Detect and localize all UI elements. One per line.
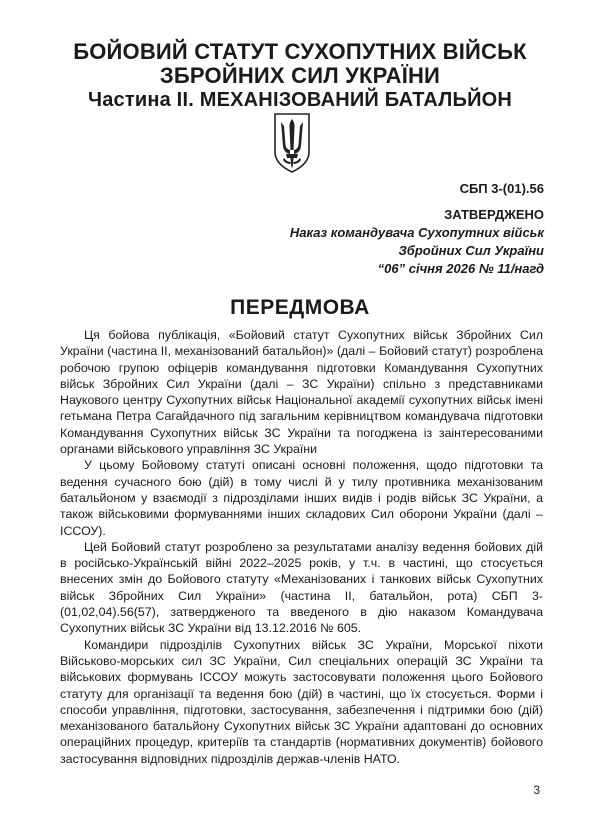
approval-heading: ЗАТВЕРДЖЕНО	[444, 207, 544, 222]
title-line-1: БОЙОВИЙ СТАТУТ СУХОПУТНИХ ВІЙСЬК	[73, 39, 527, 64]
approval-block	[290, 206, 544, 278]
approval-line-2: Збройних Сил України	[398, 243, 544, 258]
paragraph: Ця бойова публікація, «Бойовий статут Сухопутних військ Збройних Сил України (частина ІІ, механізований батальйон)» (далі – Бойовий статут) розроблена робочою групою офіцерів командування підготовки Командування Сухопутних військ Збройних Сил України (далі – ЗС України) спільно з представниками Наукового центру Сухопутних військ Національної академії сухопутних військ імені гетьмана Петра Сагайдачного під загальним керівництвом командувача підготовки Командування Сухопутних військ ЗС України та погоджена із заінтересованими органами військового управління ЗС України	[60, 328, 543, 457]
approval-line-1: Наказ командувача Сухопутних військ	[289, 225, 544, 240]
document-code: СБП 3-(01).56	[459, 181, 544, 196]
section-title: ПЕРЕДМОВА	[230, 296, 370, 319]
paragraph: У цьому Бойовому статуті описані основні положення, щодо підготовки та ведення сучасного бою (дій) в тому числі й у тилу противника механізованим батальйоном у взаємодії з підрозділами інших видів і родів військ ЗС України, а також військовими формуваннями інших складових Сил оборони України (далі – ІССОУ).	[60, 458, 543, 538]
paragraph: Командири підрозділів Сухопутних військ ЗС України, Морської піхоти Військово-морських сил ЗС України, Сил спеціальних операцій ЗС України та військових формувань ІССОУ можуть застосовувати положення цього Бойового статуту для організації та ведення бою (дій) в частині, що їх стосується. Форми і способи управління, підготовки, застосування, забезпечення і підтримки бою (дій) механізованого батальйону Сухопутних військ ЗС України адаптовані до основних операційних процедур, критеріїв та стандартів (нормативних документів) бойового застосування відповідних підрозділів держав-членів НАТО.	[60, 637, 543, 766]
preface-body	[60, 327, 543, 767]
page-number: 3	[533, 783, 540, 797]
paragraph: Цей Бойовий статут розроблено за результатами аналізу ведення бойових дій в російсько-Українській війні 2022–2025 років, у т.ч. в частині, що стосується внесених змін до Бойового статуту «Механізованих і танкових військ Сухопутних військ Збройних Сил України» (частина ІІ, батальйон, рота) СБП 3-(01,02,04).56(57), затвердженого та введеного в дію наказом Командувача Сухопутних військ ЗС України від 13.12.2016 № 605.	[60, 539, 543, 636]
approval-line-3: “06” січня 2026 № 11/нагд	[377, 261, 544, 276]
document-title	[0, 40, 600, 112]
trident-coat-of-arms-icon	[272, 112, 312, 174]
title-line-3: Частина ІІ. МЕХАНІЗОВАНИЙ БАТАЛЬЙОН	[87, 89, 513, 111]
title-line-2: ЗБРОЙНИХ СИЛ УКРАЇНИ	[159, 63, 441, 88]
